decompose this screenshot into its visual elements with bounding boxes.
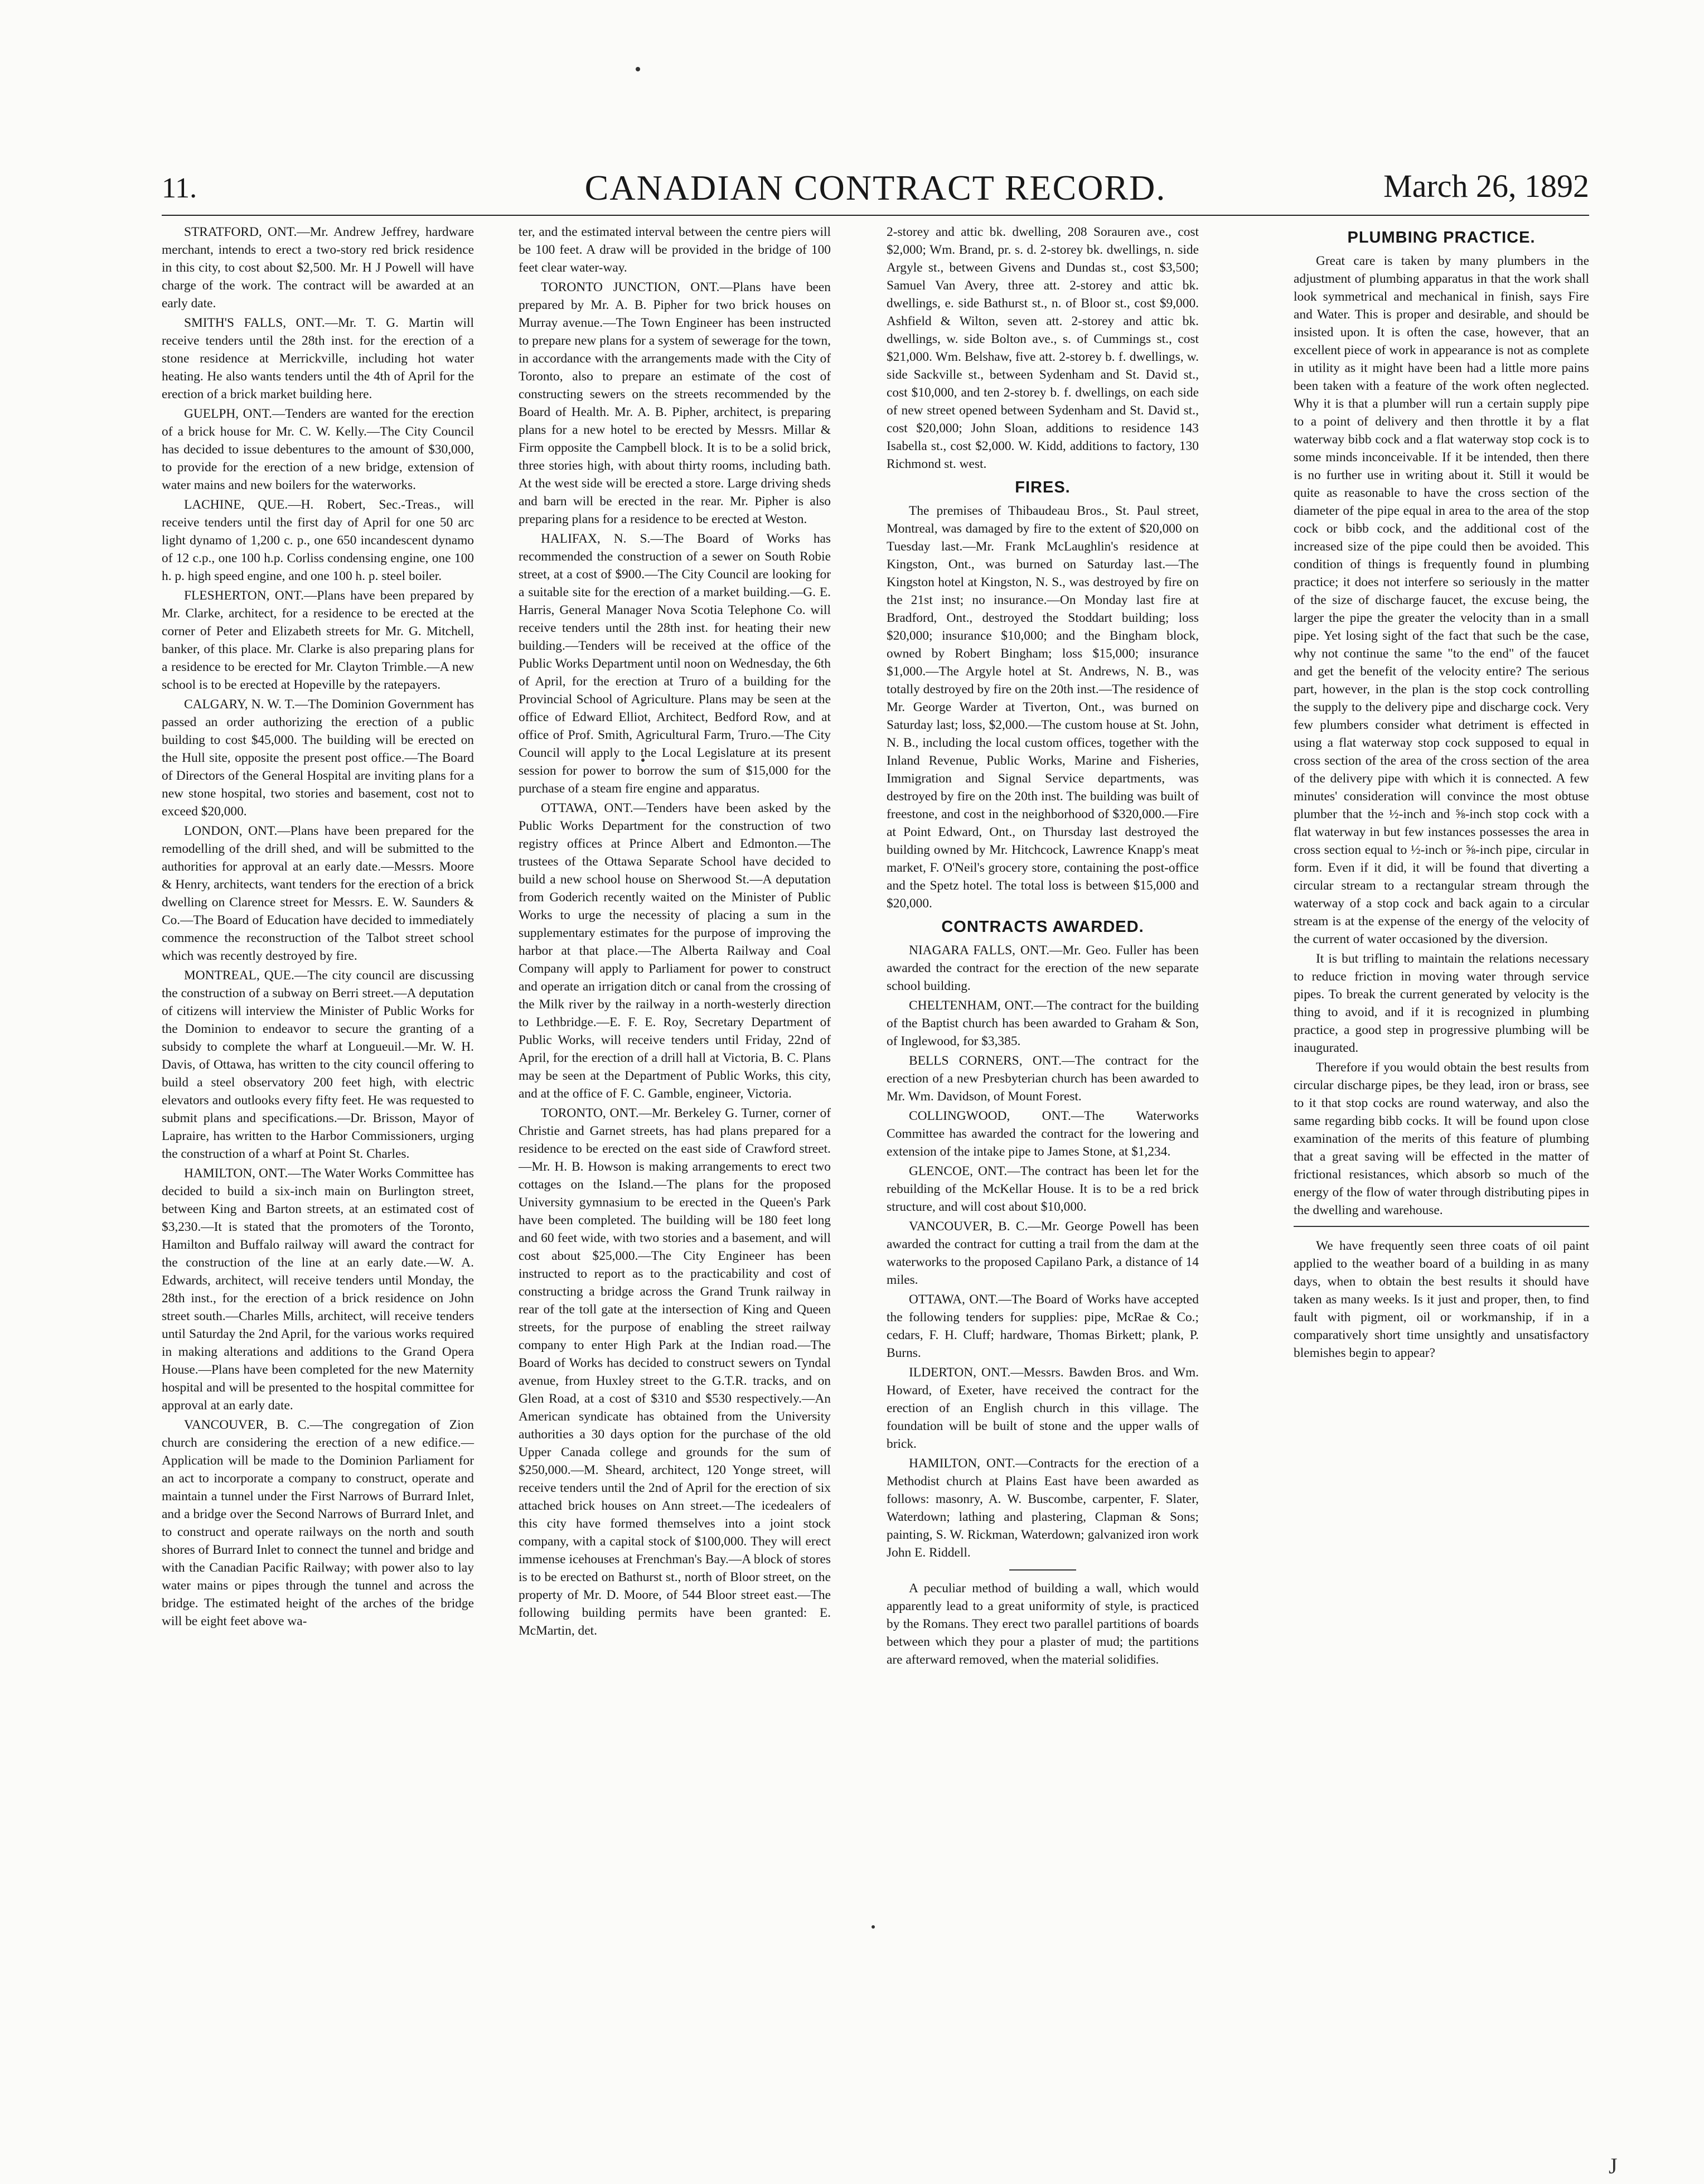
article-paragraph: GUELPH, ONT.—Tenders are wanted for the erection of a brick house for Mr. C. W. Kelly.—The City Council has decided to issue debentures to the amount of $30,000, to provide for the erection of a new bridge, extension of water mains and new boilers for the waterworks. xyxy=(162,407,474,492)
article-paragraph: The premises of Thibaudeau Bros., St. Paul street, Montreal, was damaged by fire to the extent of $20,000 on Tuesday last.—Mr. Frank McLaughlin's residence at Kingston, Ont., was burned on Saturday last.—The Kingston hotel at Kingston, N. S., was destroyed by fire on the 21st inst; no insurance.—On Monday last fire at Bradford, Ont., destroyed the Stoddart building; loss $20,000; insurance $10,000; and the Bingham block, owned by Robert Bingham; loss $15,000; insurance $1,000.—The Argyle hotel at St. Andrews, N. B., was totally destroyed by fire on the 20th inst.—The residence of Mr. George Warder at Tiverton, Ont., was burned on Saturday last; loss, $2,000.—The custom house at St. John, N. B., including the local custom offices, together with the Inland Revenue, Public Works, Marine and Fisheries, Immigration and Signal Service departments, was destroyed by fire on the 20th inst. The building was built of freestone, and cost in the neighborhood of $320,000.—Fire at Point Edward, Ont., on Thursday last destroyed the building owned by Mr. Hitchcock, Lawrence Knapp's meat market, F. O'Neil's grocery store, containing the post-office and the Spetz hotel. The total loss is between $15,000 and $20,000. xyxy=(887,504,1199,911)
article-paragraph: Great care is taken by many plumbers in the adjustment of plumbing apparatus in that the work shall look symmetrical and mechanical in finish, says Fire and Water. This is proper and desirable, and should be insisted upon. It is often the case, however, that an excellent piece of work in appearance is not as complete in utility as it might have been had a little more pains been taken with a feature of the work often neglected. Why it is that a plumber will run a certain supply pipe to a point of delivery and then throttle it by a flat waterway bibb cock and a flat waterway stop cock is to some minds inconceivable. If it be intended, then there is no further use in writing about it. Still it would be quite as reasonable to have the cross section of the diameter of the pipe equal in area to the area of the stop cock or bibb cock, and the additional cost of the increased size of the pipe could then be avoided. This condition of things is frequently found in plumbing practice; it does not interfere so seriously in the matter of the size of discharge faucet, the excuse being, the larger the pipe the greater the velocity than in a small pipe. Yet losing sight of the fact that such be the case, why not continue the same "to the end" of the faucet and get the benefit of the velocity entire? The serious part, however, in the plan is the stop cock controlling the supply to the delivery pipe and discharge cock. Very few plumbers consider what detriment is effected in using a flat waterway stop cock supposed to equal in cross section of the area of the cross section of the area of the delivery pipe with which it is connected. A few minutes' consideration will convince the most obtuse plumber that the ½-inch and ⅝-inch stop cock with a flat waterway in but few instances possesses the area in cross section equal to ½-inch or ⅝-inch pipe, circular in form. Even if it did, it will be found that diverting a circular stream to a rectangular stream through the waterway of a stop cock and back again to a circular stream is at the expense of the energy of the velocity of the current of water occasioned by the diversion. xyxy=(1294,254,1589,946)
corner-mark: J xyxy=(1609,2153,1618,2178)
article-paragraph: HALIFAX, N. S.—The Board of Works has recommended the construction of a sewer on South Robie street, at a cost of $900.—The City Council are looking for a suitable site for the erection of a market building.—G. E. Harris, General Manager Nova Scotia Telephone Co. will receive tenders until the 28th inst. for heating their new building.—Tenders will be received at the office of the Public Works Department until noon on Wednesday, the 6th of April, for the erection at Truro of a building for the Provincial School of Agriculture. Plans may be seen at the office of Edward Elliot, Architect, Bedford Row, and at office of Prof. Smith, Agricultural Farm, Truro.—The City Council will apply to the Local Legislature at its present session for power to borrow the sum of $15,000 for the purchase of a steam fire engine and apparatus. xyxy=(519,531,831,796)
article-paragraph: We have frequently seen three coats of oil paint applied to the weather board of a building in as many days, when to obtain the best results it should have taken as many weeks. Is it just and proper, then, to find fault with pigment, oil or workmanship, if in a comparatively short time unsightly and unsatisfactory blemishes begin to appear? xyxy=(1294,1239,1589,1360)
print-speck-mid xyxy=(872,1925,875,1929)
issue-date: March 26, 1892 xyxy=(1383,168,1589,204)
article-paragraph: LACHINE, QUE.—H. Robert, Sec.-Treas., will receive tenders until the first day of April for one 50 arc light dynamo of 1,200 c. p., one 650 incandescent dynamo of 12 c.p., one 100 h.p. Corliss condensing engine, one 100 h. p. high speed engine, and one 100 h. p. steel boiler. xyxy=(162,497,474,583)
article-paragraph: A peculiar method of building a wall, which would apparently lead to a great uniformity of style, is practiced by the Romans. They erect two parallel partitions of boards between which they pour a plaster of mud; the partitions are afterward removed, when the material solidifies. xyxy=(887,1581,1199,1667)
article-paragraph: COLLINGWOOD, ONT.—The Waterworks Committee has awarded the contract for the lowering and extension of the intake pipe to James Stone, at $1,234. xyxy=(887,1109,1199,1159)
article-paragraph: OTTAWA, ONT.—The Board of Works have accepted the following tenders for supplies: pipe, McRae & Co.; cedars, F. H. Cluff; hardware, Thomas Birkett; plank, P. Burns. xyxy=(887,1292,1199,1360)
article-paragraph: LONDON, ONT.—Plans have been prepared for the remodelling of the drill shed, and will be submitted to the authorities for approval at an early date.—Messrs. Moore & Henry, architects, want tenders for the erection of a brick dwelling on Clarence street for Messrs. E. W. Saunders & Co.—The Board of Education have decided to immediately commence the reconstruction of the Talbot street school which was recently destroyed by fire. xyxy=(162,824,474,963)
article-paragraph: MONTREAL, QUE.—The city council are discussing the construction of a subway on Berri street.—A deputation of citizens will interview the Minister of Public Works for the Dominion to endeavor to secure the granting of a subsidy to complete the wharf at Longueuil.—Mr. W. H. Davis, of Ottawa, has written to the city council offering to build a steel observatory 200 feet high, with electric elevators and outlooks every fifty feet. He was requested to submit plans and specifications.—Dr. Brisson, Mayor of Lapraire, has written to the Harbor Commissioners, urging the construction of a wharf at Point St. Charles. xyxy=(162,968,474,1161)
article-paragraph: SMITH'S FALLS, ONT.—Mr. T. G. Martin will receive tenders until the 28th inst. for the erection of a stone residence at Merrickville, including hot water heating. He also wants tenders until the 4th of April for the erection of a brick market building here. xyxy=(162,316,474,402)
article-paragraph: VANCOUVER, B. C.—Mr. George Powell has been awarded the contract for cutting a trail from the dam at the waterworks to the proposed Capilano Park, a distance of 14 miles. xyxy=(887,1219,1199,1287)
article-paragraph: BELLS CORNERS, ONT.—The contract for the erection of a new Presbyterian church has been awarded to Mr. Wm. Davidson, of Mount Forest. xyxy=(887,1054,1199,1104)
article-paragraph: ILDERTON, ONT.—Messrs. Bawden Bros. and Wm. Howard, of Exeter, have received the contract for the erection of an English church in this village. The foundation will be built of stone and the upper walls of brick. xyxy=(887,1365,1199,1451)
column-2 xyxy=(519,223,831,1641)
section-heading: PLUMBING PRACTICE. xyxy=(1347,229,1536,247)
section-heading: CONTRACTS AWARDED. xyxy=(941,918,1144,936)
page-number: 11. xyxy=(162,172,197,204)
article-paragraph: OTTAWA, ONT.—Tenders have been asked by the Public Works Department for the construction of two registry offices at Prince Albert and Edmonton.—The trustees of the Ottawa Separate School have decided to build a new school house on Sherwood St.—A deputation from Goderich recently waited on the Minister of Public Works to urge the necessity of placing a sum in the supplementary estimates for the purpose of improving the harbor at that place.—The Alberta Railway and Coal Company will apply to Parliament for power to construct and operate an irrigation ditch or canal from the crossing of the Milk river by the railway in a north-westerly direction to Lethbridge.—E. F. E. Roy, Secretary Department of Public Works, will receive tenders until Friday, 22nd of April, for the erection of a drill hall at Victoria, B. C. Plans may be seen at the Department of Public Works, this city, and at the office of F. C. Gamble, engineer, Victoria. xyxy=(519,801,831,1101)
print-speck-top xyxy=(636,67,640,71)
article-paragraph: It is but trifling to maintain the relations necessary to reduce friction in moving water through service pipes. To break the current generated by velocity is the thing to avoid, and if it is recognized in plumbing practice, a good step in progressive plumbing will be inaugurated. xyxy=(1294,951,1589,1055)
article-paragraph: FLESHERTON, ONT.—Plans have been prepared by Mr. Clarke, architect, for a residence to be erected at the corner of Peter and Elizabeth streets for Mr. G. Mitchell, banker, of this place. Mr. Clarke is also preparing plans for a residence to be erected for Mr. Clayton Trimble.—A new school is to be erected at Hopeville by the ratepayers. xyxy=(162,588,474,692)
masthead-title: CANADIAN CONTRACT RECORD. xyxy=(584,168,1166,207)
article-paragraph: GLENCOE, ONT.—The contract has been let for the rebuilding of the McKellar House. It is to be a red brick structure, and will cost about $10,000. xyxy=(887,1164,1199,1214)
header-rule xyxy=(162,215,1589,216)
column-1 xyxy=(162,223,474,1632)
section-heading: FIRES. xyxy=(1015,479,1071,496)
article-paragraph: NIAGARA FALLS, ONT.—Mr. Geo. Fuller has been awarded the contract for the erection of the new separate school building. xyxy=(887,943,1199,993)
article-paragraph: VANCOUVER, B. C.—The congregation of Zion church are considering the erection of a new edifice.—Application will be made to the Dominion Parliament for an act to incorporate a company to construct, operate and maintain a tunnel under the First Narrows of Burrard Inlet, and a bridge over the Second Narrows of Burrard Inlet, and to construct and operate railways on the north and south shores of Burrard Inlet to connect the tunnel and bridge and with the Canadian Pacific Railway; with power also to lay water mains or pipes through the tunnel and across the bridge. The estimated height of the arches of the bridge will be eight feet above wa- xyxy=(162,1418,474,1629)
column-3 xyxy=(887,223,1199,1670)
article-paragraph: CHELTENHAM, ONT.—The contract for the building of the Baptist church has been awarded to Graham & Son, of Inglewood, for $3,385. xyxy=(887,998,1199,1048)
section-divider xyxy=(1009,1569,1076,1571)
article-paragraph: HAMILTON, ONT.—The Water Works Committee has decided to build a six-inch main on Burlington street, between King and Barton streets, at an estimated cost of $3,230.—It is stated that the promoters of the Toronto, Hamilton and Buffalo railway will award the contract for the construction of the line at an early date.—W. A. Edwards, architect, will receive tenders until Monday, the 28th inst., for the erection of a brick residence on John street south.—Charles Mills, architect, will receive tenders until Saturday the 2nd April, for the various works required in making alterations and additions to the Grand Opera House.—Plans have been completed for the new Maternity hospital and will be presented to the hospital committee for approval at an early date. xyxy=(162,1166,474,1413)
article-paragraph: CALGARY, N. W. T.—The Dominion Government has passed an order authorizing the erection of a public building to cost $45,000. The building will be erected on the Hull site, opposite the present post office.—The Board of Directors of the General Hospital are inviting plans for a new stone hospital, two stories and basement, cost not to exceed $20,000. xyxy=(162,697,474,819)
article-paragraph: HAMILTON, ONT.—Contracts for the erection of a Methodist church at Plains East have been awarded as follows: masonry, A. W. Buscombe, carpenter, F. Slater, Waterdown; lathing and plastering, Clapman & Sons; painting, S. W. Rickman, Waterdown; galvanized iron work John E. Riddell. xyxy=(887,1456,1199,1560)
article-paragraph: TORONTO JUNCTION, ONT.—Plans have been prepared by Mr. A. B. Pipher for two brick houses on Murray avenue.—The Town Engineer has been instructed to prepare new plans for a system of sewerage for the town, in accordance with the arrangements made with the City of Toronto, also to prepare an estimate of the cost of constructing sewers on the streets recommended by the Board of Health. Mr. A. B. Pipher, architect, is preparing plans for a new hotel to be erected by Messrs. Millar & Firm opposite the Campbell block. It is to be a solid brick, three stories high, with about thirty rooms, including bath. At the west side will be erected a store. Large driving sheds and barn will be erected in the rear. Mr. Pipher is also preparing plans for a residence to be erected at Weston. xyxy=(519,280,831,526)
article-paragraph: 2-storey and attic bk. dwelling, 208 Sorauren ave., cost $2,000; Wm. Brand, pr. s. d. 2-storey bk. dwellings, n. side Argyle st., between Givens and Dundas st., cost $3,500; Samuel Van Avery, three att. 2-storey and attic bk. dwellings, e. side Bathurst st., n. of Bloor st., cost $9,000. Ashfield & Wilton, seven att. 2-storey and attic bk. dwellings, w. side Bolton ave., s. of Cummings st., cost $21,000. Wm. Belshaw, five att. 2-storey b. f. dwellings, w. side Sackville st., between Sydenham and St. David st., cost $10,000, and ten 2-storey b. f. dwellings, on each side of new street opened between Sydenham and St. David st., cost $20,000; John Sloan, additions to residence 143 Isabella st., cost $2,000. W. Kidd, additions to factory, 130 Richmond st. west. xyxy=(887,225,1199,471)
column-4 xyxy=(1294,223,1589,1364)
section-divider xyxy=(1294,1226,1589,1227)
article-paragraph: Therefore if you would obtain the best results from circular discharge pipes, be they lead, iron or brass, see to it that stop cocks are round waterway, and also the same regarding bibb cocks. It will be found upon close examination of the merits of this feature of plumbing that a great saving will be effected in the matter of frictional resistances, which absorb so much of the energy of the flow of water through distributing pipes in the dwelling and warehouse. xyxy=(1294,1060,1589,1217)
article-paragraph: STRATFORD, ONT.—Mr. Andrew Jeffrey, hardware merchant, intends to erect a two-story red brick residence in this city, to cost about $2,500. Mr. H J Powell will have charge of the work. The contract will be awarded at an early date. xyxy=(162,225,474,311)
article-paragraph: ter, and the estimated interval between the centre piers will be 100 feet. A draw will be provided in the bridge of 100 feet clear water-way. xyxy=(519,225,831,275)
article-paragraph: TORONTO, ONT.—Mr. Berkeley G. Turner, corner of Christie and Garnet streets, has had plans prepared for a residence to be erected on the east side of Crawford street.—Mr. H. B. Howson is making arrangements to erect two cottages on the Island.—The plans for the proposed University gymnasium to be erected in the Queen's Park have been completed. The building will be 180 feet long and 60 feet wide, with two stories and a basement, and will cost about $25,000.—The City Engineer has been instructed to report as to the practicability and cost of constructing a bridge across the Grand Trunk railway in rear of the toll gate at the intersection of King and Queen streets, for the purpose of enabling the street railway company to enter High Park at the Indian road.—The Board of Works has decided to construct sewers on Tyndal avenue, from Huxley street to the G.T.R. tracks, and on Glen Road, at a cost of $310 and $530 respectively.—An American syndicate has obtained from the University authorities a 30 days option for the purchase of the old Upper Canada college and grounds for the sum of $250,000.—M. Sheard, architect, 120 Yonge street, will receive tenders until the 2nd of April for the erection of six attached brick houses on Ann street.—The icedealers of this city have formed themselves into a joint stock company, with a capital stock of $100,000. They will erect immense icehouses at Frenchman's Bay.—A block of stores is to be erected on Bathurst st., north of Bloor street, on the property of Mr. D. Moore, of 544 Bloor street east.—The following building permits have been granted: E. McMartin, det. xyxy=(519,1106,831,1638)
page-header xyxy=(162,167,1589,218)
